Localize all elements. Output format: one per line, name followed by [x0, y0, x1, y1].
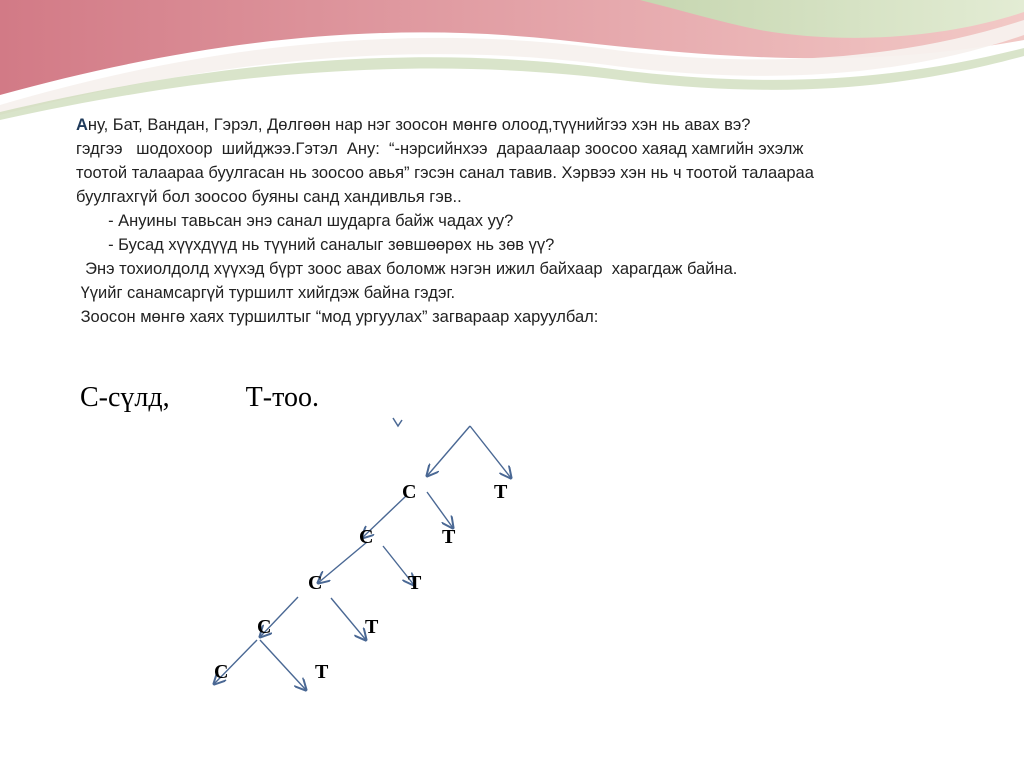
node-s-1: С — [402, 481, 417, 503]
branch-1-t — [427, 492, 453, 528]
node-t-2: Т — [442, 526, 456, 548]
node-s-3: С — [308, 572, 323, 594]
node-s-5: С — [214, 661, 229, 683]
legend-s: С-сүлд, — [80, 382, 170, 413]
first-letter: А — [76, 116, 88, 134]
node-s-2: С — [359, 526, 374, 548]
node-t-4: Т — [365, 616, 379, 638]
node-t-5: Т — [315, 661, 329, 683]
text-line-4: буулгахгүй бол зоосоо буяны санд хандивлья гэв.. — [76, 188, 462, 206]
text-line-8: Үүийг санамсаргүй туршилт хийгдэж байна гэдэг. — [76, 284, 456, 302]
small-chevron-icon — [393, 418, 402, 426]
node-s-4: С — [257, 616, 272, 638]
branch-4-t — [260, 640, 306, 690]
tree-branches — [214, 426, 511, 690]
branch-root-t — [470, 426, 511, 478]
question-1: - Ануины тавьсан энэ санал шударга байж чадах уу? — [76, 212, 514, 230]
node-t-1: Т — [494, 481, 508, 503]
text-line-9: Зоосон мөнгө хаях туршилтыг “мод ургуулах” загвараар харуулбал: — [76, 308, 599, 326]
text-line-1: Ану, Бат, Вандан, Гэрэл, Дөлгөөн нар нэг зоосон мөнгө олоод,түүнийгээ хэн нь авах вэ? — [76, 116, 751, 134]
legend-t: Т-тоо. — [245, 382, 319, 413]
branch-2-s — [318, 542, 367, 583]
text-line-3: тоотой талаараа буулгасан нь зоосоо авья” гэсэн санал тавив. Хэрвээ хэн нь ч тоотой талаараа — [76, 164, 814, 182]
question-2: - Бусад хүүхдүүд нь түүний саналыг зөвшөөрөх нь зөв үү? — [76, 236, 555, 254]
branch-3-t — [331, 598, 366, 640]
text-line-7: Энэ тохиолдолд хүүхэд бүрт зоос авах боломж нэгэн ижил байхаар харагдаж байна. — [76, 260, 738, 278]
node-t-3: Т — [408, 572, 422, 594]
tree-nodes — [214, 481, 508, 683]
branch-root-s — [427, 426, 470, 476]
text-line-2: гэдгээ шодохоор шийджээ.Гэтэл Ану: “-нэрсийнхээ дараалаар зоосоо хаяад хамгийн эхэлж — [76, 140, 804, 158]
